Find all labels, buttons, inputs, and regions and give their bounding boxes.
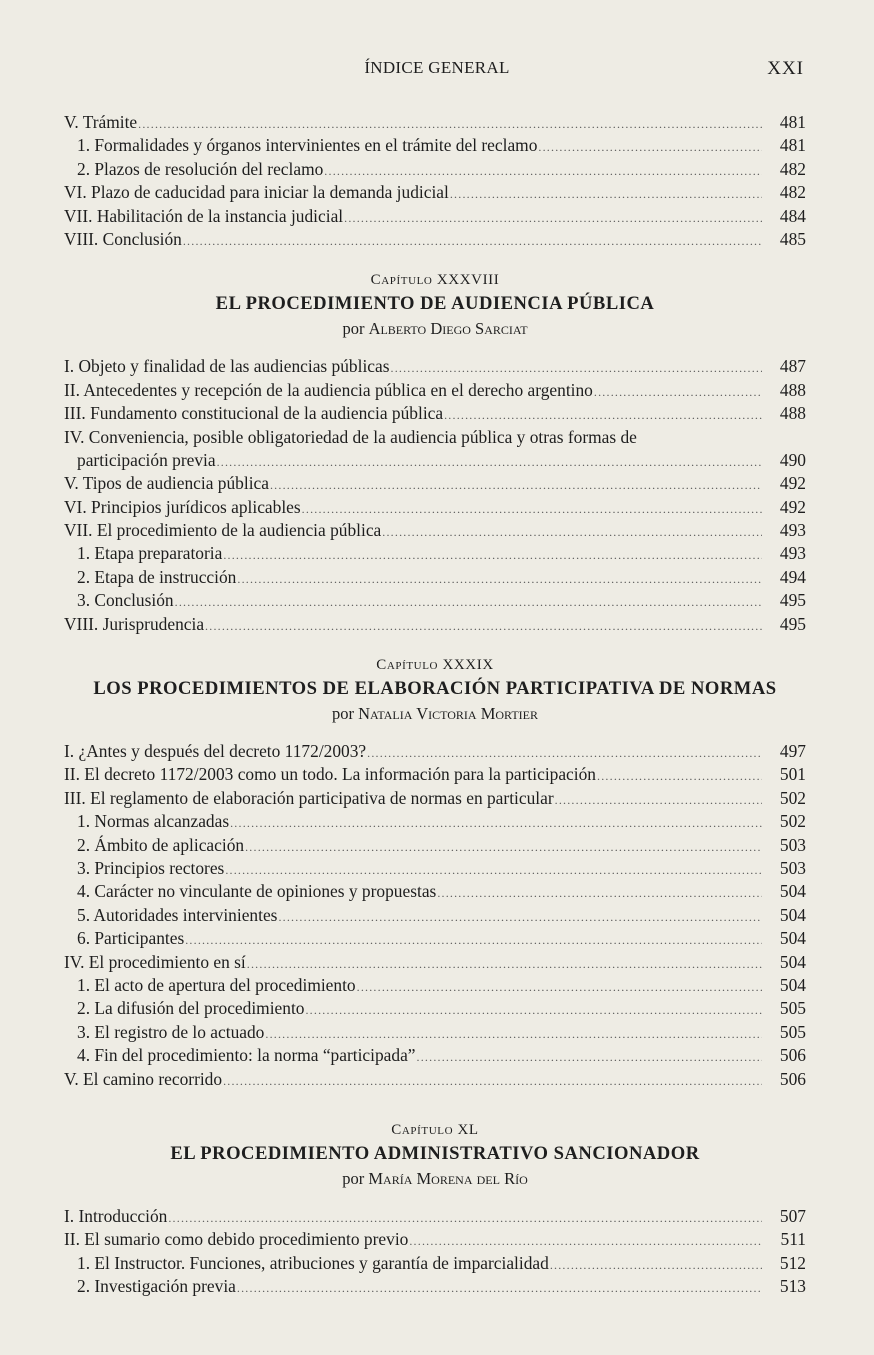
- dot-leader: [230, 812, 762, 835]
- entry-label: VI. Principios jurídicos aplicables: [64, 496, 301, 517]
- entry-page: 481: [779, 112, 806, 132]
- entry-page: 504: [779, 951, 806, 972]
- chapter-numeral: XXXIX: [442, 657, 494, 674]
- dot-leader: [225, 859, 762, 882]
- toc-entry[interactable]: [64, 834, 806, 857]
- chapter-prefix: Capítulo: [376, 657, 439, 674]
- entry-label: 1. Normas alcanzadas: [77, 811, 230, 832]
- entry-label: 2. Plazos de resolución del reclamo: [77, 158, 324, 179]
- entry-page: 504: [779, 881, 806, 902]
- toc-entry-wrapped[interactable]: [64, 426, 806, 473]
- dot-leader: [185, 929, 762, 952]
- toc-entry[interactable]: [64, 951, 806, 974]
- entry-label: III. El reglamento de elaboración participativa de normas en particular: [64, 787, 554, 808]
- entry-page: 507: [779, 1205, 806, 1226]
- entry-label: 1. Formalidades y órganos intervinientes en el trámite del reclamo: [77, 135, 538, 156]
- toc-entry[interactable]: [64, 787, 806, 810]
- dot-leader: [183, 230, 762, 253]
- entry-page: 494: [779, 566, 806, 587]
- dot-leader: [223, 1070, 762, 1093]
- entry-label: 4. Fin del procedimiento: la norma “participada”: [77, 1045, 416, 1066]
- entry-page: 495: [779, 613, 806, 634]
- toc-entry[interactable]: [64, 1068, 806, 1091]
- entry-page: 505: [779, 998, 806, 1019]
- chapter-label: [64, 269, 806, 291]
- chapter-xxxviii-entries-a: [64, 355, 806, 425]
- chapter-title: EL PROCEDIMIENTO DE AUDIENCIA PÚBLICA: [215, 293, 655, 315]
- entry-page: 488: [779, 403, 806, 424]
- toc-entry[interactable]: [64, 566, 806, 589]
- toc-entry[interactable]: [64, 974, 806, 997]
- toc-entry[interactable]: [64, 857, 806, 880]
- author-prefix: por: [332, 704, 354, 724]
- dot-leader: [344, 207, 762, 230]
- entry-page: 502: [779, 787, 806, 808]
- entry-page: 504: [779, 974, 806, 995]
- chapter-author: [64, 317, 806, 341]
- dot-leader: [237, 568, 762, 591]
- entry-label: 3. El registro de lo actuado: [77, 1021, 265, 1042]
- entry-page: 511: [780, 1229, 806, 1250]
- dot-leader: [138, 113, 762, 136]
- entry-page: 493: [779, 543, 806, 564]
- dot-leader: [302, 498, 762, 521]
- dot-leader: [175, 591, 762, 614]
- page-number: XXI: [767, 58, 804, 79]
- dot-leader: [245, 836, 762, 859]
- entry-label: III. Fundamento constitucional de la audiencia pública: [64, 403, 444, 424]
- chapter-xxxviii-entries-b: [64, 472, 806, 636]
- entry-label: 1. El acto de apertura del procedimiento: [77, 974, 356, 995]
- entry-page: 495: [779, 590, 806, 611]
- entry-page: 497: [779, 741, 806, 762]
- entry-label: I. Introducción: [64, 1205, 168, 1226]
- dot-leader: [555, 789, 762, 812]
- dot-leader: [391, 357, 763, 380]
- entry-page: 503: [779, 834, 806, 855]
- chapter-prefix: Capítulo: [391, 1121, 454, 1138]
- entry-label: 1. El Instructor. Funciones, atribuciones y garantía de imparcialidad: [77, 1252, 549, 1273]
- entry-page: 493: [779, 520, 806, 541]
- entry-label: VII. Habilitación de la instancia judicial: [64, 205, 344, 226]
- entry-page: 492: [779, 496, 806, 517]
- toc-entry[interactable]: [64, 181, 806, 204]
- chapter-label: [64, 1119, 806, 1141]
- toc-entry[interactable]: [64, 880, 806, 903]
- entry-page: 484: [779, 205, 806, 226]
- chapter-heading-xl: [64, 1119, 806, 1191]
- toc-entry[interactable]: [64, 158, 806, 181]
- toc-entry[interactable]: [64, 519, 806, 542]
- entry-page: 513: [779, 1276, 806, 1297]
- toc-entry[interactable]: [64, 111, 806, 134]
- entry-label: II. El sumario como debido procedimiento previo: [64, 1229, 409, 1250]
- entry-page: 492: [779, 473, 806, 494]
- table-of-contents: [64, 111, 806, 1298]
- toc-entry[interactable]: [64, 379, 806, 402]
- toc-entry[interactable]: [64, 589, 806, 612]
- entry-page: 485: [779, 228, 806, 249]
- intro-entries: [64, 111, 806, 251]
- chapter-xxxix-entries: [64, 740, 806, 1091]
- entry-label: VII. El procedimiento de la audiencia pública: [64, 520, 382, 541]
- entry-page: 481: [779, 135, 806, 156]
- entry-label: 4. Carácter no vinculante de opiniones y propuestas: [77, 881, 437, 902]
- entry-label: V. Tipos de audiencia pública: [64, 473, 269, 494]
- dot-leader: [597, 765, 762, 788]
- toc-entry[interactable]: [64, 1275, 806, 1298]
- entry-label: I. Objeto y finalidad de las audiencias públicas: [64, 356, 390, 377]
- entry-page: 506: [779, 1068, 806, 1089]
- toc-entry[interactable]: [64, 1205, 806, 1228]
- dot-leader: [538, 136, 762, 159]
- toc-entry[interactable]: [64, 402, 806, 425]
- chapter-author: [64, 1167, 806, 1191]
- dot-leader: [278, 906, 762, 929]
- toc-entry[interactable]: [64, 927, 806, 950]
- entry-label: 3. Principios rectores: [77, 858, 225, 878]
- dot-leader: [444, 404, 762, 427]
- toc-entry[interactable]: [64, 904, 806, 927]
- entry-page: 512: [779, 1252, 806, 1273]
- dot-leader: [168, 1207, 762, 1230]
- toc-entry[interactable]: [64, 613, 806, 636]
- running-head-title: ÍNDICE GENERAL: [364, 58, 510, 77]
- dot-leader: [270, 474, 762, 497]
- entry-label: 2. Investigación previa: [77, 1276, 236, 1297]
- chapter-prefix: Capítulo: [370, 272, 433, 289]
- chapter-title: LOS PROCEDIMIENTOS DE ELABORACIÓN PARTICIPATIVA DE NORMAS: [93, 678, 777, 700]
- entry-label: 2. Etapa de instrucción: [77, 566, 237, 587]
- entry-label: 1. Etapa preparatoria: [77, 543, 223, 564]
- dot-leader: [324, 160, 762, 183]
- toc-entry[interactable]: [64, 228, 806, 251]
- dot-leader: [594, 381, 762, 404]
- entry-label: II. Antecedentes y recepción de la audiencia pública en el derecho argentino: [64, 379, 593, 400]
- entry-label-line1: IV. Conveniencia, posible obligatoriedad de la audiencia pública y otras formas de: [64, 426, 637, 447]
- dot-leader: [437, 882, 762, 905]
- running-head: [0, 58, 874, 82]
- dot-leader: [409, 1230, 762, 1253]
- dot-leader: [247, 953, 762, 976]
- chapter-author: [64, 702, 806, 726]
- entry-page: 490: [779, 449, 806, 470]
- entry-label: VIII. Jurisprudencia: [64, 613, 205, 634]
- dot-leader: [357, 976, 762, 999]
- dot-leader: [550, 1254, 762, 1277]
- chapter-numeral: XL: [457, 1121, 479, 1138]
- entry-label: 2. Ámbito de aplicación: [77, 834, 245, 855]
- toc-entry[interactable]: [64, 810, 806, 833]
- entry-label: I. ¿Antes y después del decreto 1172/2003?: [64, 741, 367, 762]
- toc-entry[interactable]: [64, 997, 806, 1020]
- toc-entry[interactable]: [64, 205, 806, 228]
- entry-page: 487: [779, 356, 806, 377]
- toc-entry[interactable]: [64, 355, 806, 378]
- author-name: María Morena del Río: [368, 1168, 528, 1188]
- chapter-label: [64, 654, 806, 676]
- entry-label: 2. La difusión del procedimiento: [77, 998, 305, 1019]
- dot-leader: [450, 183, 762, 206]
- entry-label: V. Trámite: [64, 112, 138, 132]
- chapter-xl-entries: [64, 1205, 806, 1299]
- entry-label: 6. Participantes: [77, 928, 185, 949]
- entry-page: 504: [779, 904, 806, 925]
- entry-page: 503: [779, 858, 806, 878]
- entry-label: 3. Conclusión: [77, 590, 174, 611]
- toc-entry[interactable]: [64, 1228, 806, 1251]
- entry-page: 505: [779, 1021, 806, 1042]
- dot-leader: [223, 544, 762, 567]
- toc-entry[interactable]: [64, 496, 806, 519]
- entry-page: 506: [779, 1045, 806, 1066]
- entry-page: 482: [779, 158, 806, 179]
- entry-label: VI. Plazo de caducidad para iniciar la demanda judicial: [64, 182, 449, 203]
- chapter-heading-xxxviii: [64, 269, 806, 341]
- dot-leader: [265, 1023, 762, 1046]
- dot-leader: [237, 1277, 762, 1300]
- dot-leader: [367, 742, 762, 765]
- toc-entry[interactable]: [64, 134, 806, 157]
- toc-entry[interactable]: [64, 1252, 806, 1275]
- toc-entry[interactable]: [64, 1044, 806, 1067]
- dot-leader: [382, 521, 762, 544]
- dot-leader: [305, 999, 762, 1022]
- chapter-title: EL PROCEDIMIENTO ADMINISTRATIVO SANCIONADOR: [170, 1142, 700, 1164]
- author-prefix: por: [342, 1168, 365, 1188]
- toc-entry[interactable]: [64, 763, 806, 786]
- dot-leader: [217, 451, 762, 474]
- author-name: Natalia Victoria Mortier: [358, 704, 538, 724]
- dot-leader: [417, 1046, 762, 1069]
- author-prefix: por: [342, 319, 365, 339]
- chapter-heading-xxxix: [64, 654, 806, 726]
- toc-entry[interactable]: [64, 472, 806, 495]
- entry-label: II. El decreto 1172/2003 como un todo. La información para la participación: [64, 764, 597, 785]
- entry-page: 502: [779, 811, 806, 832]
- entry-label: 5. Autoridades intervinientes: [77, 904, 278, 925]
- entry-page: 501: [779, 764, 806, 785]
- toc-entry[interactable]: [64, 542, 806, 565]
- entry-label-line2: participación previa: [77, 449, 216, 470]
- author-name: Alberto Diego Sarciat: [368, 319, 528, 339]
- entry-label: V. El camino recorrido: [64, 1068, 223, 1089]
- dot-leader: [205, 615, 762, 638]
- toc-entry[interactable]: [64, 1021, 806, 1044]
- chapter-numeral: XXXVIII: [436, 272, 500, 289]
- entry-label: IV. El procedimiento en sí: [64, 951, 246, 972]
- entry-page: 488: [779, 379, 806, 400]
- toc-entry[interactable]: [64, 740, 806, 763]
- entry-page: 482: [779, 182, 806, 203]
- entry-page: 504: [779, 928, 806, 949]
- entry-label: VIII. Conclusión: [64, 228, 182, 249]
